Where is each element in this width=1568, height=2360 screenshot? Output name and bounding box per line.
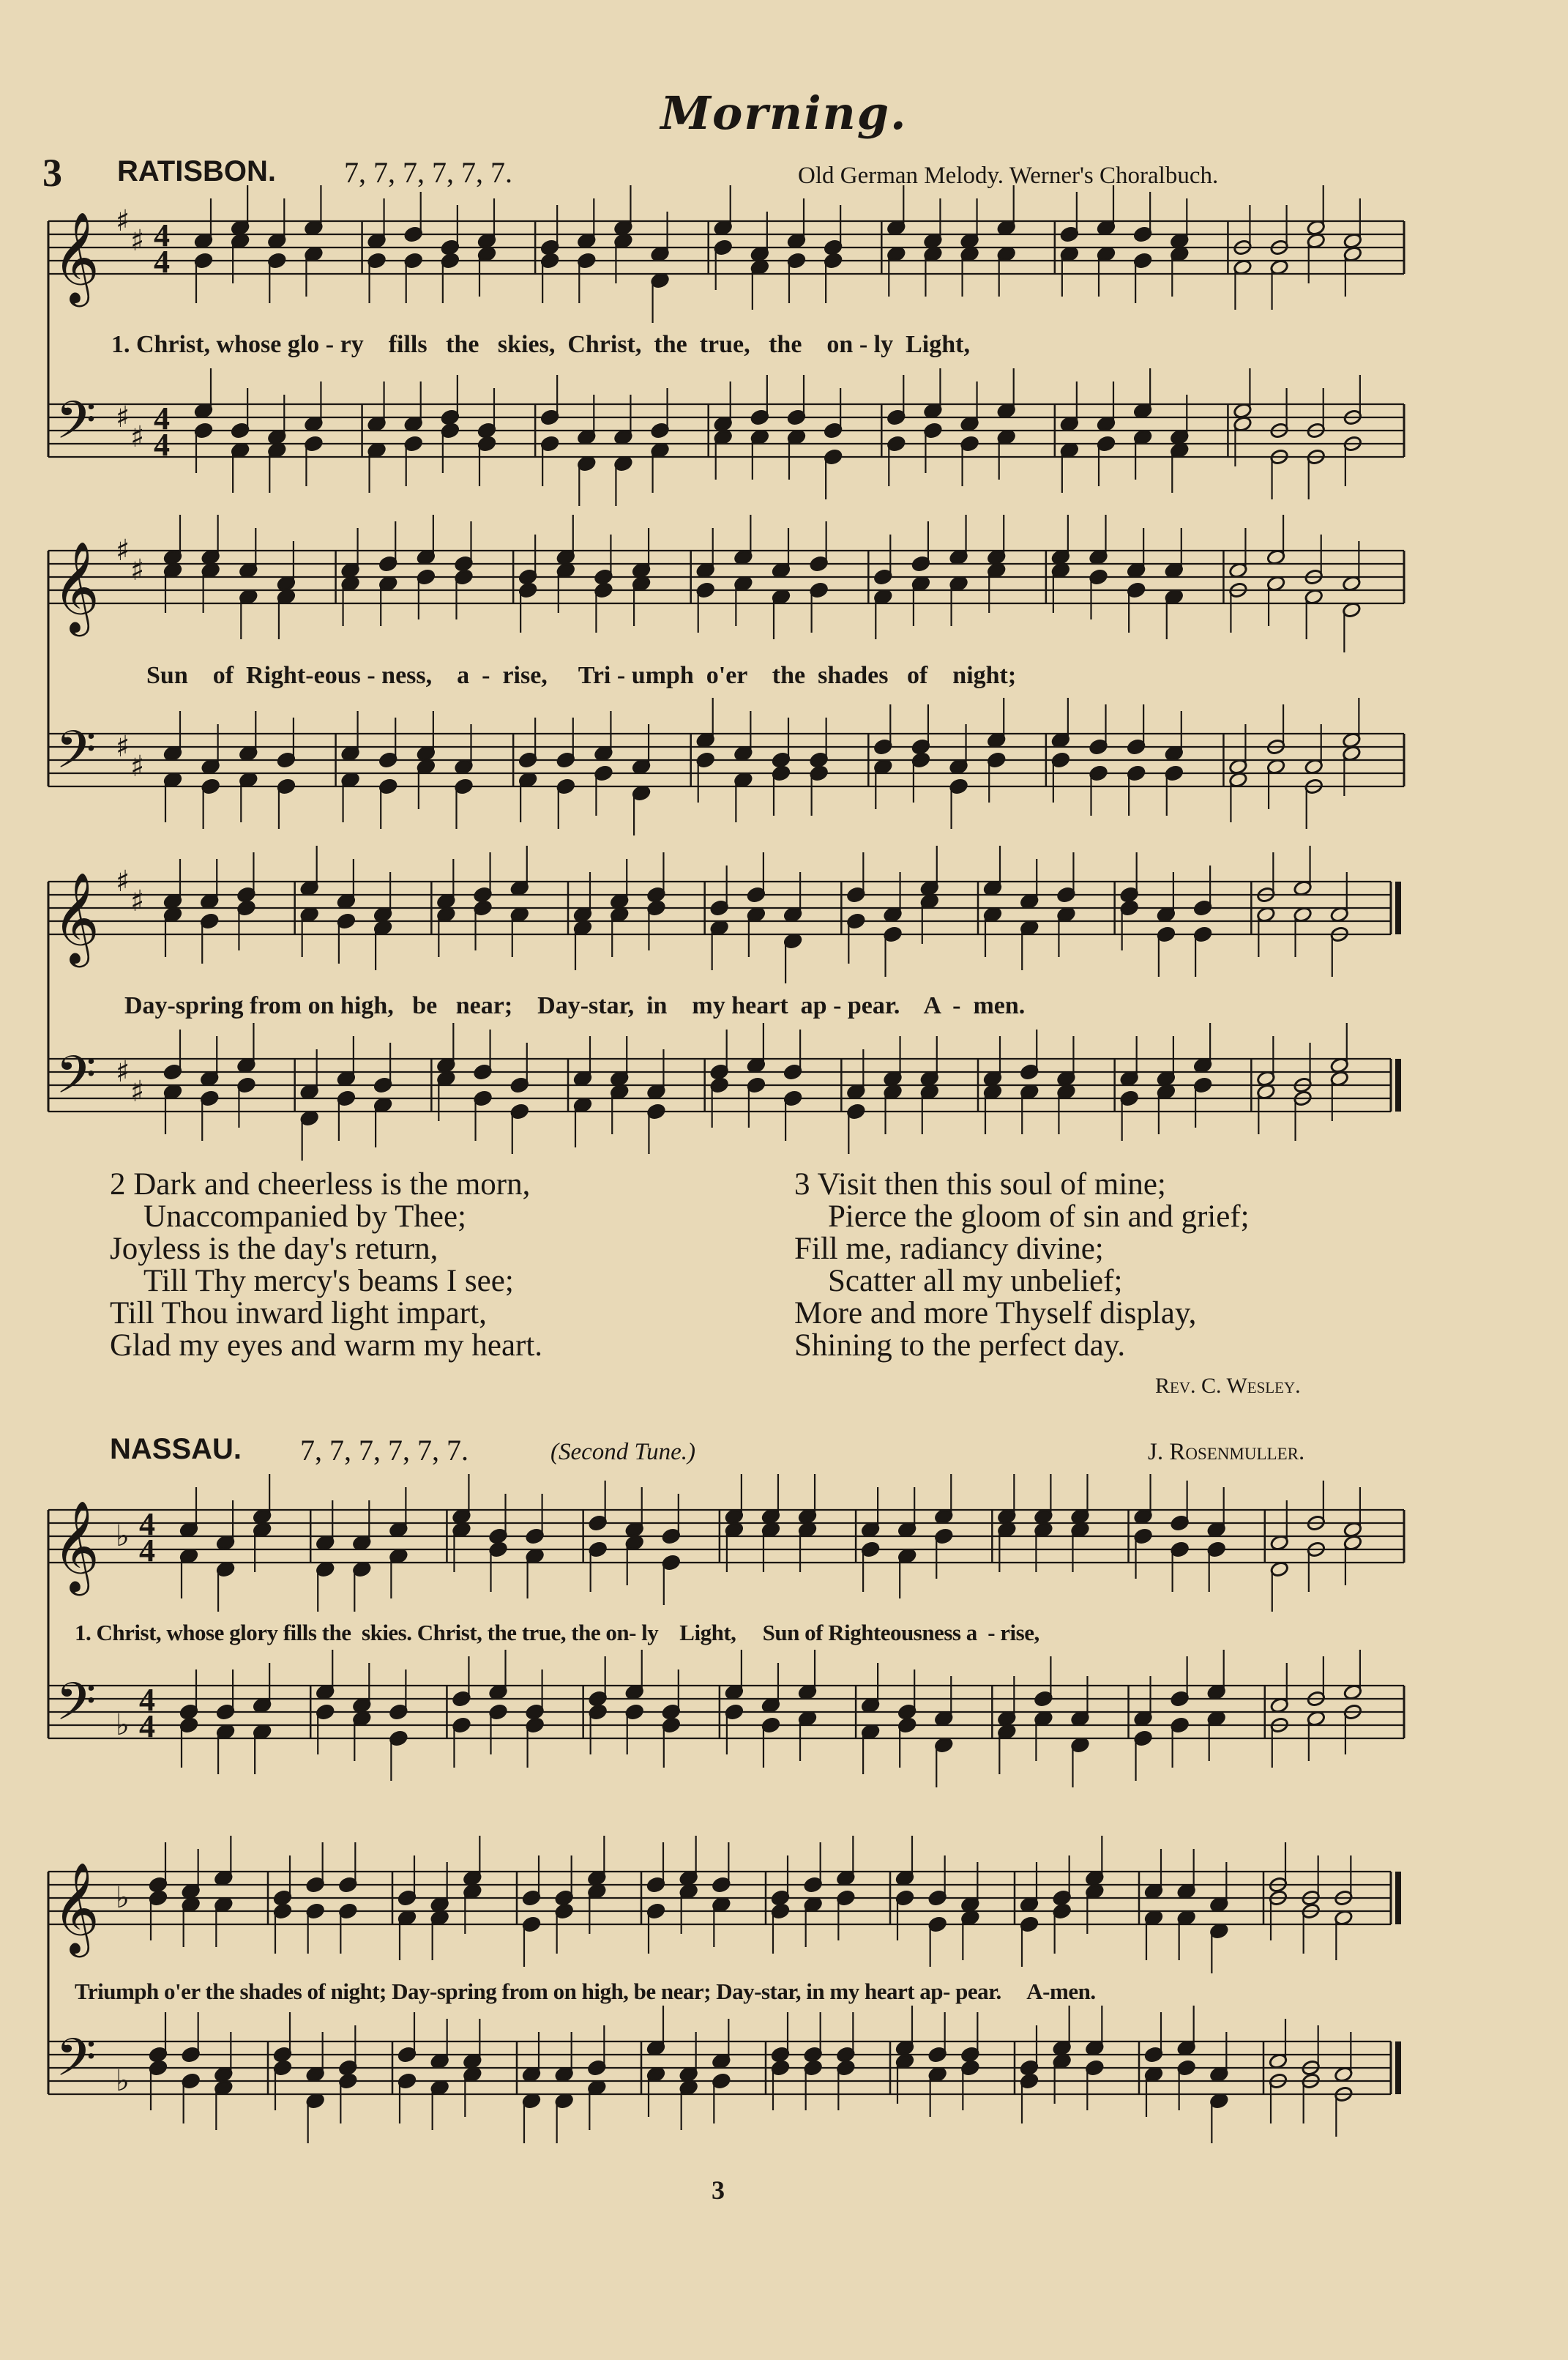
- time-signature: 4: [139, 1682, 155, 1718]
- verse-line: Joyless is the day's return,: [110, 1232, 438, 1266]
- verse-3: [794, 1169, 1250, 1362]
- sharp-icon: ♯: [130, 885, 145, 918]
- sharp-icon: ♯: [130, 420, 145, 454]
- treble-clef-icon: 𝄞: [53, 541, 100, 633]
- time-signature: 4: [139, 1506, 155, 1542]
- verse-author: Rev. C. Wesley.: [1155, 1374, 1301, 1398]
- verse-line: Unaccompanied by Thee;: [143, 1199, 466, 1234]
- flat-icon: ♭: [116, 1881, 130, 1915]
- tune-name-ratisbon: RATISBON.: [117, 155, 277, 187]
- lyrics-nassau-line-2: Triumph o'er the shades of night; Day-spring from on high, be near; Day-star, in my heart ap- pear. A-men.: [75, 1979, 1096, 2004]
- lyrics-ratisbon-line-3: Day-spring from on high, be near; Day-star, in my heart ap - pear. A - men.: [124, 992, 1026, 1019]
- hymn-number: 3: [42, 151, 62, 195]
- treble-clef-icon: 𝄞: [53, 212, 100, 303]
- treble-clef-icon: 𝄞: [53, 872, 100, 964]
- bass-clef-icon: 𝄢: [56, 2028, 97, 2101]
- verse-line: Fill me, radiancy divine;: [794, 1232, 1104, 1266]
- time-signature: 4: [154, 217, 170, 253]
- tune-note-nassau: (Second Tune.): [550, 1439, 695, 1465]
- verse-line: Shining to the perfect day.: [794, 1328, 1126, 1363]
- treble-clef-icon: 𝄞: [53, 1500, 100, 1592]
- lyrics-nassau-line-1: 1. Christ, whose glory fills the skies. Christ, the true, the on- ly Light, Sun of Righteousness a - rise,: [75, 1620, 1039, 1645]
- tune-composer-nassau: J. Rosenmuller.: [1148, 1439, 1305, 1465]
- verse-line: Till Thy mercy's beams I see;: [143, 1264, 514, 1298]
- verse-line: Pierce the gloom of sin and grief;: [828, 1199, 1250, 1234]
- verse-line: Scatter all my unbelief;: [828, 1264, 1123, 1298]
- time-signature: 4: [139, 1533, 155, 1568]
- sharp-icon: ♯: [130, 224, 145, 258]
- sharp-icon: ♯: [116, 730, 130, 764]
- verse-line: 2 Dark and cheerless is the morn,: [110, 1167, 531, 1202]
- verse-line: Till Thou inward light impart,: [110, 1296, 487, 1330]
- sharp-icon: ♯: [116, 1055, 130, 1089]
- lyrics-ratisbon-line-2: Sun of Right-eous - ness, a - rise, Tri - umph o'er the shades of night;: [146, 662, 1017, 689]
- bass-clef-icon: 𝄢: [56, 390, 97, 464]
- sharp-icon: ♯: [130, 750, 145, 783]
- tune-name-nassau: NASSAU.: [110, 1433, 242, 1465]
- bass-clef-icon: 𝄢: [56, 1045, 97, 1118]
- bass-clef-icon: 𝄢: [56, 720, 97, 793]
- sharp-icon: ♯: [130, 1075, 145, 1109]
- sharp-icon: ♯: [116, 401, 130, 434]
- page-number: 3: [712, 2175, 725, 2205]
- time-signature: 4: [154, 427, 170, 463]
- sharp-icon: ♯: [116, 204, 130, 238]
- time-signature: 4: [154, 244, 170, 280]
- tune-attribution-ratisbon: Old German Melody. Werner's Choralbuch.: [798, 163, 1219, 189]
- time-signature: 4: [154, 401, 170, 436]
- verse-line: 3 Visit then this soul of mine;: [794, 1167, 1166, 1202]
- page-title: Morning.: [660, 86, 908, 140]
- time-signature: 4: [139, 1708, 155, 1744]
- bass-clef-icon: 𝄢: [56, 1672, 97, 1745]
- sharp-icon: ♯: [116, 865, 130, 898]
- verse-line: More and more Thyself display,: [794, 1296, 1197, 1330]
- sharp-icon: ♯: [130, 554, 145, 587]
- verse-2: [110, 1169, 542, 1362]
- flat-icon: ♭: [116, 1708, 130, 1742]
- flat-icon: ♭: [116, 1519, 130, 1553]
- verse-line: Glad my eyes and warm my heart.: [110, 1328, 543, 1363]
- flat-icon: ♭: [116, 2064, 130, 2098]
- tune-meter-nassau: 7, 7, 7, 7, 7, 7.: [300, 1434, 468, 1467]
- lyrics-ratisbon-line-1: 1. Christ, whose glo - ry fills the skies, Christ, the true, the on - ly Light,: [111, 331, 970, 358]
- tune-meter-ratisbon: 7, 7, 7, 7, 7, 7.: [344, 156, 512, 189]
- sharp-icon: ♯: [116, 534, 130, 567]
- treble-clef-icon: 𝄞: [53, 1862, 100, 1954]
